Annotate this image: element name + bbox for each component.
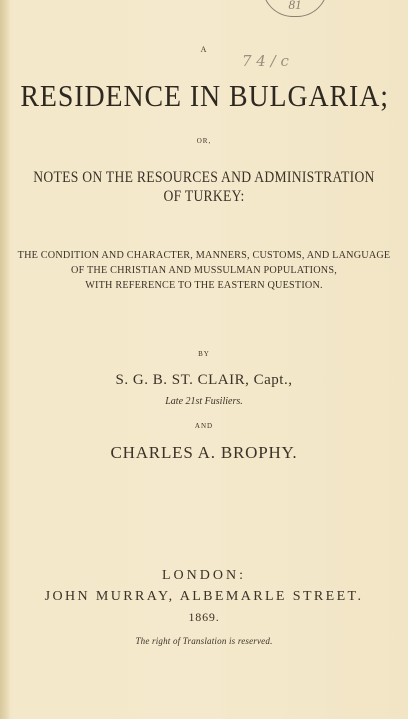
library-stamp <box>262 0 328 17</box>
condition-line-1: THE CONDITION AND CHARACTER, MANNERS, CUSTOMS, AND LANGUAGE <box>17 250 391 261</box>
book-title: RESIDENCE IN BULGARIA; <box>20 78 389 113</box>
author-1: S. G. B. ST. CLAIR, Capt., <box>115 372 293 388</box>
condition-line-2: OF THE CHRISTIAN AND MUSSULMAN POPULATIONS, <box>71 265 337 276</box>
by-label: BY <box>198 350 210 358</box>
publisher-name: JOHN MURRAY, ALBEMARLE STREET. <box>44 589 364 604</box>
stamp-number: 81 <box>288 0 302 12</box>
subtitle-line-2: OF TURKEY: <box>163 188 245 205</box>
title-article: A <box>200 45 208 54</box>
or-separator: OR, <box>196 137 212 145</box>
publisher-city: LONDON: <box>162 568 246 583</box>
author-2: CHARLES A. BROPHY. <box>110 443 298 462</box>
subtitle-line-1: NOTES ON THE RESOURCES AND ADMINISTRATION <box>33 169 375 186</box>
condition-line-3: WITH REFERENCE TO THE EASTERN QUESTION. <box>85 280 323 291</box>
author-1-description: Late 21st Fusiliers. <box>165 396 243 407</box>
rights-notice: The right of Translation is reserved. <box>135 636 273 646</box>
and-label: AND <box>194 422 214 430</box>
handwritten-number: 7 4 / c <box>242 52 289 70</box>
publication-year: 1869. <box>188 610 220 624</box>
